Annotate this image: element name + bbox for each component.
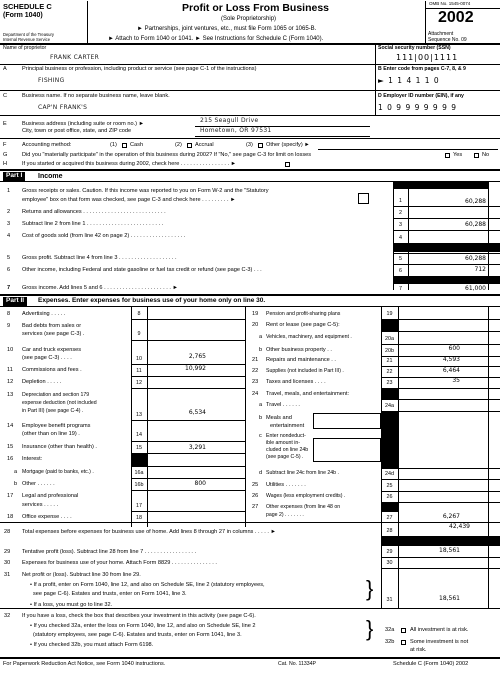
line-31-brace: } [366,576,374,601]
form-subtitle: (Sole Proprietorship) [221,16,277,22]
line-20b-letter: b [259,347,263,353]
business-code[interactable]: ► 1 1 4 1 1 0 [378,76,440,85]
line-24d-label: Subtract line 24c from line 24b . [266,470,339,476]
line-16a-label: Mortgage (paid to banks, etc.) . [22,469,94,475]
line-24a-box: 24a [385,403,394,409]
line-29-amount[interactable]: 18,561 [439,547,460,554]
line-25-box: 25 [386,483,393,489]
line-32b-text-cont: at risk. [410,647,427,653]
method-3-number: (3) [246,142,253,148]
ssn-label: Social security number (SSN) [378,45,451,51]
line-21-number: 21 [252,357,259,363]
proprietor-label: Name of proprietor [3,45,47,51]
ein-value[interactable]: 1 0 9 9 9 9 9 9 9 [378,103,458,112]
line-9-label: Bad debts from sales or [22,323,82,329]
line-24b-letter: b [259,415,263,421]
line-25-number: 25 [252,482,259,488]
line-22-label: Supplies (not included in Part III) . [266,368,344,374]
line-17-box: 17 [136,503,142,509]
started-business-checkbox[interactable] [285,162,290,167]
line-15-number: 15 [7,444,14,450]
line-17-label: Legal and professional [22,493,79,499]
line-20a-label: Vehicles, machinery, and equipment . [266,334,352,340]
line-11-label: Commissions and fees . [22,367,82,373]
line-1-box-number: 1 [399,198,402,204]
attachment-label: Attachment [428,31,454,37]
accrual-checkbox[interactable] [187,143,192,148]
line-e-city-label: City, town or post office, state, and ZIP code [22,128,132,134]
line-26-box: 26 [386,494,393,500]
line-24d-box: 24d [385,471,394,477]
line-7-amount[interactable]: 61,000 [465,285,486,292]
line-21-amount[interactable]: 4,593 [442,356,460,363]
line-23-amount[interactable]: 35 [452,377,460,384]
line-13-label-cont2: in Part III) (see page C-4) . [22,408,84,414]
no-label: No [482,152,490,158]
line-27-amount[interactable]: 6,267 [442,513,460,520]
line-24c-label-3: cluded on line 24b [266,447,309,453]
line-12-number: 12 [7,379,14,385]
line-8-label: Advertising . . . . . [22,311,66,317]
line-4-box-number: 4 [399,235,402,241]
accrual-label: Accrual [195,142,214,148]
line-31-text: Net profit or (loss). Subtract line 30 from line 29. [22,572,141,578]
method-1-number: (1) [110,142,117,148]
line-7-text: Gross income. Add lines 5 and 6 . . . . . . . . . . . . . . . . . . . . . . ► [22,285,179,291]
line-31-amount[interactable]: 18,561 [439,595,460,602]
business-description[interactable]: FISHING [38,77,65,84]
line-32-bullet-1: • If you checked 32a, enter the loss on Form 1040, line 12, and also on Schedule SE, line 2 [30,623,256,629]
cash-label: Cash [130,142,144,148]
line-32-bullet-2: • If you checked 32b, you must attach Form 6198. [30,642,154,648]
line-17-number: 17 [7,493,14,499]
line-13-number: 13 [7,392,14,398]
line-32-number: 32 [4,613,11,619]
line-14-number: 14 [7,423,14,429]
statutory-employee-checkbox[interactable] [358,193,369,204]
line-29-number: 29 [4,549,11,555]
participation-yes-checkbox[interactable] [445,153,450,158]
line-1-text-cont: employee" box on that form was checked, see page C-3 and check here . . . . . . . . . ► [22,197,236,203]
line-8-box: 8 [137,311,141,317]
line-20b-label: Other business property . . [266,347,332,353]
line-32-bullet-1-cont: (statutory employees, see page C-6). Estates and trusts, enter on Form 1041, line 3. [33,632,242,638]
line-16a-box: 16a [134,470,144,476]
line-13-box: 13 [136,412,142,418]
line-5-number: 5 [7,255,11,261]
partnerships-note: ► Partnerships, joint ventures, etc., must file Form 1065 or 1065-B. [137,26,317,32]
line-3-amount[interactable]: 60,288 [465,221,486,228]
business-address[interactable]: 215 Seagull Drive [200,117,259,124]
line-18-number: 18 [7,514,14,520]
line-a-letter: A [3,66,7,72]
line-2-text: Returns and allowances . . . . . . . . . . . . . . . . . . . . . . . . . . . [22,209,166,215]
line-6-box-number: 6 [399,268,402,274]
line-27-number: 27 [252,504,259,510]
line-24c-label-4: (see page C-5) . [266,454,304,460]
form-label: (Form 1040) [3,12,43,19]
line-a-label: Principal business or profession, including product or service (see page C-1 of the instructions) [22,66,257,72]
line-3-text: Subtract line 2 from line 1 . . . . . . . . . . . . . . . . . . . . . . . . . [22,221,164,227]
line-31-bullet-1-cont: see page C-6). Estates and trusts, enter on Form 1041, line 3. [33,591,187,597]
line-f-letter: F [3,142,7,148]
cash-checkbox[interactable] [122,143,127,148]
accounting-method-label: Accounting method: [22,142,72,148]
part-1-tag: Part I [3,172,25,181]
line-10-box: 10 [136,356,142,362]
line-15-label: Insurance (other than health) . [22,444,97,450]
line-c-label: Business name. If no separate business name, leave blank. [22,93,170,99]
business-name[interactable]: CAP'N FRANK'S [38,104,88,111]
material-participation-label: Did you "materially participate" in the operation of this business during 2002? If "No," see page C-3 for limit on losses [22,152,312,158]
line-2-number: 2 [7,209,11,215]
line-3-number: 3 [7,221,11,227]
business-city[interactable]: Hometown, OR 97531 [200,127,272,134]
line-12-label: Depletion . . . . . [22,379,62,385]
method-2-number: (2) [175,142,182,148]
line-16b-box: 16b [134,482,144,488]
line-10-number: 10 [7,347,14,353]
line-22-number: 22 [252,368,259,374]
line-e-letter: E [3,121,7,127]
line-22-amount[interactable]: 6,464 [442,367,460,374]
line-1-text: Gross receipts or sales. Caution. If this income was reported to you on Form W-2 and the "Statutory [22,188,269,194]
line-17-label-cont: services . . . . . [22,502,59,508]
sequence-number: Sequence No. 09 [428,37,467,43]
line-22-box: 22 [386,369,393,375]
line-9-box: 9 [137,331,141,337]
line-6-number: 6 [7,267,11,273]
line-8-number: 8 [7,311,11,317]
form-title: Profit or Loss From Business [182,2,330,14]
line-24c-label: Enter nondeduct- [266,433,306,439]
line-16-number: 16 [7,456,14,462]
line-24b-label: Meals and [266,415,292,421]
line-20b-box: 20b [385,348,394,354]
line-6-amount[interactable]: 712 [474,266,486,273]
line-20-number: 20 [252,322,259,328]
line-32b-label: 32b [385,639,395,645]
line-30-box: 30 [386,560,393,566]
line-16-label: Interest: [22,456,43,462]
line-1-number: 1 [7,188,11,194]
line-5-text: Gross profit. Subtract line 4 from line 3 . . . . . . . . . . . . . . . . . . . [22,255,177,261]
line-31-number: 31 [4,572,11,578]
nondeductible-amount-box[interactable] [313,438,381,462]
line-27-label: Other expenses (from line 48 on [266,504,341,510]
part-1-title: Income [38,173,63,180]
dept-treasury: Department of the Treasury [3,32,54,37]
line-28-amount[interactable]: 42,439 [449,523,470,530]
line-24d-letter: d [259,470,263,476]
meals-amount-box[interactable] [313,413,381,429]
catalog-number: Cat. No. 11334P [278,661,316,667]
attach-note: ► Attach to Form 1040 or 1041. ► See Instructions for Schedule C (Form 1040). [108,36,324,42]
started-business-label: If you started or acquired this business during 2002, check here . . . . . . . . . . . . . . . . ► [22,161,237,167]
line-b-label: B Enter code from pages C-7, 8, & 9 [378,66,466,72]
line-24a-label: Travel . . . . . . [266,402,300,408]
line-e-label: Business address (including suite or room no.) ► [22,121,145,127]
line-20b-amount[interactable]: 600 [448,345,460,352]
part-2-tag: Part II [3,297,27,306]
other-method-label: Other (specify) ► [266,142,310,148]
line-15-amount[interactable]: 3,291 [188,444,206,451]
some-not-at-risk-checkbox[interactable] [401,640,406,645]
line-7-box-number: 7 [399,286,402,292]
irs-label: Internal Revenue Service [3,37,51,42]
line-31-bullet-2: • If a loss, you must go to line 32. [30,602,113,608]
line-10-amount[interactable]: 2,765 [188,353,206,360]
line-30-number: 30 [4,560,11,566]
ssn-value[interactable]: 111|00|1111 [396,53,459,62]
participation-no-checkbox[interactable] [474,153,479,158]
line-13-label: Depreciation and section 179 [22,392,90,398]
schedule-label: SCHEDULE C [3,2,52,11]
line-3-box-number: 3 [399,222,402,228]
line-16b-amount[interactable]: 800 [194,480,206,487]
line-21-box: 21 [386,358,393,364]
line-29-box: 29 [386,549,393,555]
line-d-label: D Employer ID number (EIN), if any [378,93,464,99]
line-28-number: 28 [4,529,11,535]
proprietor-name[interactable]: FRANK CARTER [50,54,100,61]
line-24-label: Travel, meals, and entertainment: [266,391,350,397]
line-16b-letter: b [14,481,18,487]
line-32a-label: 32a [385,627,395,633]
line-13-amount[interactable]: 6,534 [188,409,206,416]
line-h-letter: H [3,161,8,167]
line-11-box: 11 [136,368,142,374]
line-28-text: Total expenses before expenses for business use of home. Add lines 8 through 27 in columns . . . . . ► [22,529,276,535]
line-18-box: 18 [136,515,142,521]
line-24c-label-2: ible amount in- [266,440,301,446]
line-1-amount[interactable]: 60,288 [465,198,486,205]
line-23-box: 23 [386,380,393,386]
line-24a-letter: a [259,402,263,408]
line-14-box: 14 [136,432,142,438]
part-2-title: Expenses. Enter expenses for business use of your home only on line 30. [38,297,266,304]
omb-number: OMB No. 1545-0074 [429,1,471,6]
line-19-number: 19 [252,311,259,317]
line-30-text: Expenses for business use of your home. Attach Form 8829 . . . . . . . . . . . . . . . [22,560,217,566]
line-6-text: Other income, including Federal and state gasoline or fuel tax credit or refund (see page C-3) . . . [22,267,262,273]
line-26-number: 26 [252,493,259,499]
line-24-number: 24 [252,391,259,397]
line-21-label: Repairs and maintenance . . [266,357,336,363]
line-26-label: Wages (less employment credits) . [266,493,346,499]
line-32-brace: } [366,616,374,641]
yes-label: Yes [453,152,463,158]
line-9-label-cont: services (see page C-3) . [22,331,85,337]
line-2-box-number: 2 [399,210,402,216]
line-20a-letter: a [259,334,263,340]
line-10-label: Car and truck expenses [22,347,82,353]
line-11-number: 11 [7,367,13,373]
line-24c-letter: c [259,433,262,439]
line-31-bullet-1: • If a profit, enter on Form 1040, line 12, and also on Schedule SE, line 2 (statutory employees, [30,582,265,588]
all-at-risk-checkbox[interactable] [401,628,406,633]
line-32a-text: All investment is at risk. [410,627,469,633]
line-16b-label: Other . . . . . . [22,481,55,487]
tax-year: 2002 [438,9,474,26]
line-15-box: 15 [136,445,142,451]
line-g-letter: G [3,152,8,158]
line-10-label-cont: (see page C-3) . . . . [22,355,72,361]
line-12-box: 12 [136,380,142,386]
line-29-text: Tentative profit (loss). Subtract line 28 from line 7 . . . . . . . . . . . . . . . . . [22,549,197,555]
line-4-text: Cost of goods sold (from line 42 on page 2) . . . . . . . . . . . . . . . . . . [22,233,186,239]
line-14-label: Employee benefit programs [22,423,91,429]
line-4-number: 4 [7,233,11,239]
line-5-amount[interactable]: 60,288 [465,255,486,262]
line-c-letter: C [3,93,8,99]
line-5-box-number: 5 [399,256,402,262]
line-20-label: Rent or lease (see page C-5): [266,322,340,328]
line-20a-box: 20a [385,336,394,342]
line-25-label: Utilities . . . . . . . [266,482,306,488]
line-32-text: If you have a loss, check the box that describes your investment in this activity (see page C-6). [22,613,256,619]
line-18-label: Office expense . . . . [22,514,72,520]
line-13-label-cont: expense deduction (not included [22,400,97,406]
line-19-box: 19 [386,311,393,317]
line-23-number: 23 [252,379,259,385]
line-31-box: 31 [386,597,393,603]
footer-form-id: Schedule C (Form 1040) 2002 [393,661,469,667]
line-27-label-cont: page 2) . . . . . . . [266,512,304,518]
paperwork-notice: For Paperwork Reduction Act Notice, see Form 1040 instructions. [3,661,166,667]
line-32b-text: Some investment is not [410,639,469,645]
line-27-box: 27 [386,515,393,521]
line-9-number: 9 [7,323,11,329]
line-11-amount[interactable]: 10,992 [185,365,206,372]
line-23-label: Taxes and licenses . . . . [266,379,326,385]
line-7-number: 7 [7,285,11,291]
line-19-label: Pension and profit-sharing plans [266,311,341,317]
other-method-checkbox[interactable] [258,143,263,148]
line-28-box: 28 [386,528,393,534]
line-24b-label-cont: entertainment [270,423,305,429]
line-16a-letter: a [14,469,18,475]
line-14-label-cont: (other than on line 19) . [22,431,80,437]
